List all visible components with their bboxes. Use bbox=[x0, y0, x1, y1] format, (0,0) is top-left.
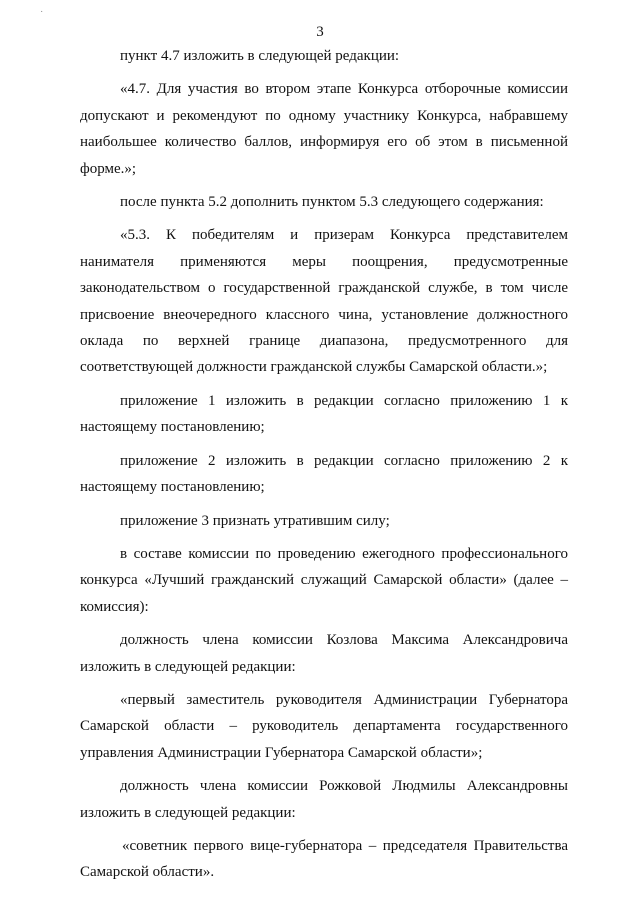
paragraph: должность члена комиссии Рожковой Людмилы Александровны изложить в следующей редакции: bbox=[80, 778, 568, 821]
paragraph: должность члена комиссии Козлова Максима Александровича изложить в следующей редакции: bbox=[80, 632, 568, 675]
paragraph: «4.7. Для участия во втором этапе Конкурса отборочные комиссии допускают и рекомендуют по одному участнику Конкурса, набравшему наибольшее количество баллов, информируя его об этом в письменной форме.»; bbox=[80, 81, 568, 177]
document-body bbox=[80, 43, 568, 893]
page-number: 3 bbox=[316, 24, 324, 40]
paragraph: «советник первого вице-губернатора – председателя Правительства Самарской области». bbox=[80, 837, 568, 881]
paragraph: приложение 1 изложить в редакции согласно приложению 1 к настоящему постановлению; bbox=[80, 392, 568, 436]
paragraph: «первый заместитель руководителя Администрации Губернатора Самарской области – руководитель департамента государственного управления Администрации Губернатора Самарской области»; bbox=[80, 691, 568, 761]
scan-mark: ˙ bbox=[40, 10, 44, 21]
paragraph: приложение 3 признать утратившим силу; bbox=[120, 512, 390, 529]
paragraph: пункт 4.7 изложить в следующей редакции: bbox=[120, 48, 400, 64]
paragraph: в составе комиссии по проведению ежегодного профессионального конкурса «Лучший гражданский служащий Самарской области» (далее – комиссия): bbox=[80, 545, 568, 615]
paragraph: после пункта 5.2 дополнить пунктом 5.3 следующего содержания: bbox=[120, 194, 544, 211]
paragraph: приложение 2 изложить в редакции согласно приложению 2 к настоящему постановлению; bbox=[80, 452, 568, 496]
paragraph: «5.3. К победителям и призерам Конкурса представителем нанимателя применяются меры поощрения, предусмотренные законодательством о государственной гражданской службе, в том числе присвоение внеочередного классного чина, установление должностного оклада по верхней границе диапазона, предусмотренного для соответствующей должности гражданской службы Самарской области.»; bbox=[80, 227, 568, 376]
